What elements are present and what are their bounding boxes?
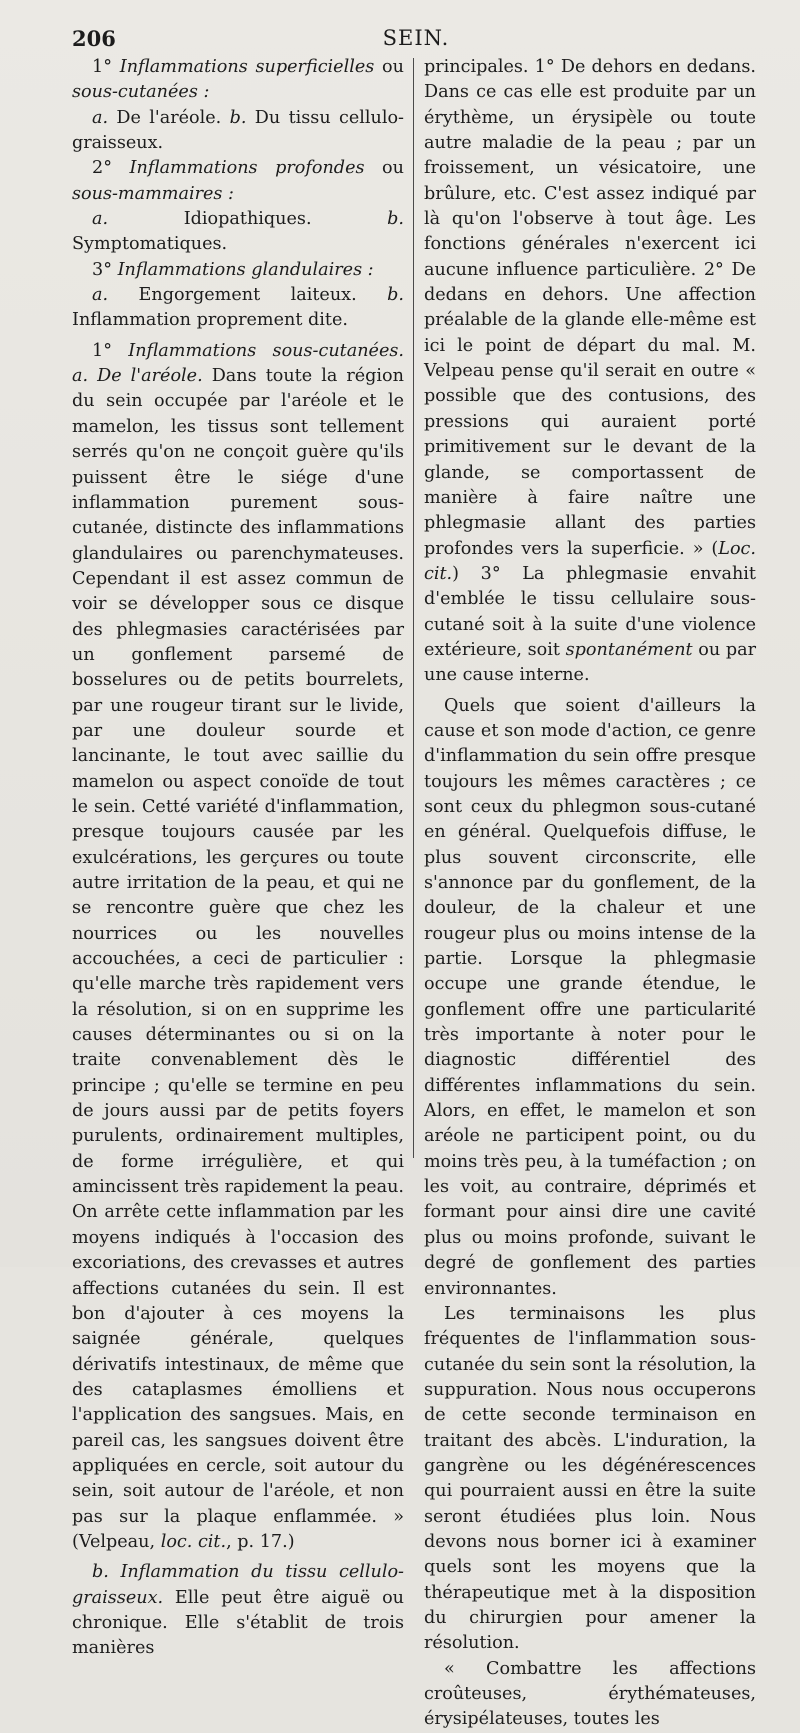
paragraph [424, 55, 756, 689]
paragraph [72, 283, 404, 334]
italic-text: loc. cit. [160, 1531, 227, 1552]
body-text: De l'aréole. [108, 107, 230, 128]
body-text: ou [364, 158, 404, 179]
body-text: ) 3° La phlegmasie envahit d'emblée le tissu cellulaire sous-cutané soit à la suite d'une violence extérieure, soit [424, 563, 756, 660]
italic-text: a. [92, 285, 109, 306]
page-header [72, 22, 760, 54]
left-column [72, 55, 404, 1662]
column-divider [413, 58, 414, 1158]
italic-text: a. [92, 209, 109, 230]
right-column [424, 55, 756, 1733]
italic-text: b. [229, 107, 247, 128]
page-number: 206 [72, 26, 116, 51]
paragraph [424, 1657, 756, 1733]
body-text: Inflammation proprement dite. [72, 310, 348, 331]
paragraph [424, 694, 756, 1302]
body-text: 1° [92, 340, 129, 361]
paragraph [72, 1560, 404, 1661]
paragraph [72, 207, 404, 258]
body-text: Quels que soient d'ailleurs la cause et son mode d'action, ce genre d'inflammation du sein offre presque toujours les mêmes caractères ; ce sont ceux du phlegmon sous-cutané en général. Quelquefois diffuse, le plus souvent circonscrite, elle s'annonce par du gonflement, de la douleur, de la chaleur et une rougeur plus ou moins intense de la partie. Lorsque la phlegmasie occupe une grande étendue, le gonflement offre une particularité très importante à noter pour le diagnostic différentiel des différentes inflammations du sein. Alors, en effet, le mamelon et son aréole ne participent point, ou du moins très peu, à la tuméfaction ; on les voit, au contraire, déprimés et formant pour ainsi dire une cavité plus ou moins profonde, suivant le degré de gonflement des parties environnantes. [424, 695, 756, 1299]
body-text: principales. 1° De dehors en dedans. Dans ce cas elle est produite par un érythème, un érysipèle ou toute autre maladie de la peau ; par un froissement, un vésicatoire, une brûlure, etc. C'est assez indiqué par là qu'on l'observe à tout âge. Les fonctions générales n'exercent ici aucune influence particulière. 2° De dedans en dehors. Une affection préalable de la glande elle-même est ici le point de départ du mal. M. Velpeau pense qu'il serait en outre « possible que des contusions, des pressions qui auraient porté primitivement sur le devant de la glande, se comportassent de manière à faire naître une phlegmasie allant des parties profondes vers la superficie. » ( [424, 57, 756, 559]
paragraph [72, 156, 404, 207]
body-text: Les terminaisons les plus fréquentes de l'inflammation sous-cutanée du sein sont la résolution, la suppuration. Nous nous occuperons de cette seconde terminaison en traitant des abcès. L'induration, la gangrène ou les dégénérescences qui pourraient aussi en être la suite seront étudiées plus loin. Nous devons nous borner ici à examiner quels sont les moyens que la thérapeutique met à la disposition du chirurgien pour amener la résolution. [424, 1303, 756, 1654]
italic-text: Inflammations profondes [129, 158, 365, 179]
body-text: , p. 17.) [226, 1531, 295, 1552]
italic-text: Loc. cit. [424, 538, 756, 584]
italic-text: sous-cutanées : [72, 82, 210, 103]
italic-text: Inflammations sous-cutanées. a. De l'aréole. [72, 340, 404, 387]
body-text: Symptomatiques. [72, 234, 228, 255]
body-text: 3° [92, 259, 118, 280]
italic-text: b. Inflammation du tissu cellulo-graisseux. [72, 1562, 404, 1608]
italic-text: b. [387, 285, 404, 306]
body-text: « Combattre les affections croûteuses, érythémateuses, érysipélateuses, toutes les [424, 1658, 756, 1730]
italic-text: Inflammations superficielles [119, 57, 375, 77]
body-text: 2° [92, 158, 130, 179]
body-text: ou [374, 57, 404, 77]
body-text: 1° [92, 57, 120, 77]
paragraph [72, 339, 404, 1556]
italic-text: a. [92, 107, 109, 128]
paragraph [72, 258, 404, 283]
italic-text: Inflammations glandulaires : [117, 259, 374, 280]
body-text: Idiopathiques. [108, 209, 388, 230]
body-text: Engorgement laiteux. [108, 285, 388, 306]
body-text: ou par une cause interne. [424, 639, 756, 686]
running-title: SEIN. [382, 26, 450, 50]
italic-text: sous-mammaires : [72, 183, 234, 204]
body-text: Dans toute la région du sein occupée par l'aréole et le mamelon, les tissus sont tellement serrés qu'on ne conçoit guère qu'ils puissent être le siége d'une inflammation purement sous-cutanée, distincte des inflammations glandulaires ou parenchymateuses. Cependant il est assez commun de voir se développer sous ce disque des phlegmasies caractérisées par un gonflement parsemé de bosselures ou de petits bourrelets, par une rougeur tirant sur le livide, par une douleur sourde et lancinante, le tout avec saillie du mamelon ou aspect conoïde de tout le sein. Cetté variété d'inflammation, presque toujours causée par les exulcérations, les gerçures ou toute autre irritation de la peau, et qui ne se rencontre guère que chez les nourrices ou les nouvelles accouchées, a ceci de particulier : qu'elle marche très rapidement vers la résolution, si on en supprime les causes déterminantes ou si on la traite convenablement dès le principe ; qu'elle se termine en peu de jours aussi par de petits foyers purulents, ordinairement multiples, de forme irrégulière, et qui amincissent très rapidement la peau. On arrête cette inflammation par les moyens indiqués à l'occasion des excoriations, des crevasses et autres affections cutanées du sein. Il est bon d'ajouter à ces moyens la saignée générale, quelques dérivatifs intestinaux, de même que des cataplasmes émolliens et l'application des sangsues. Mais, en pareil cas, les sangsues doivent être appliquées en cercle, soit autour du sein, soit autour de l'aréole, et non pas sur la plaque enflammée. » (Velpeau, [72, 366, 404, 1552]
body-text: Du tissu cellulo-graisseux. [72, 107, 404, 154]
italic-text: b. [387, 209, 404, 230]
italic-text: spontanément [565, 639, 693, 660]
paragraph [72, 55, 404, 106]
paragraph [72, 106, 404, 157]
paragraph [424, 1302, 756, 1657]
body-text: Elle peut être aiguë ou chronique. Elle s'établit de trois manières [72, 1587, 404, 1659]
